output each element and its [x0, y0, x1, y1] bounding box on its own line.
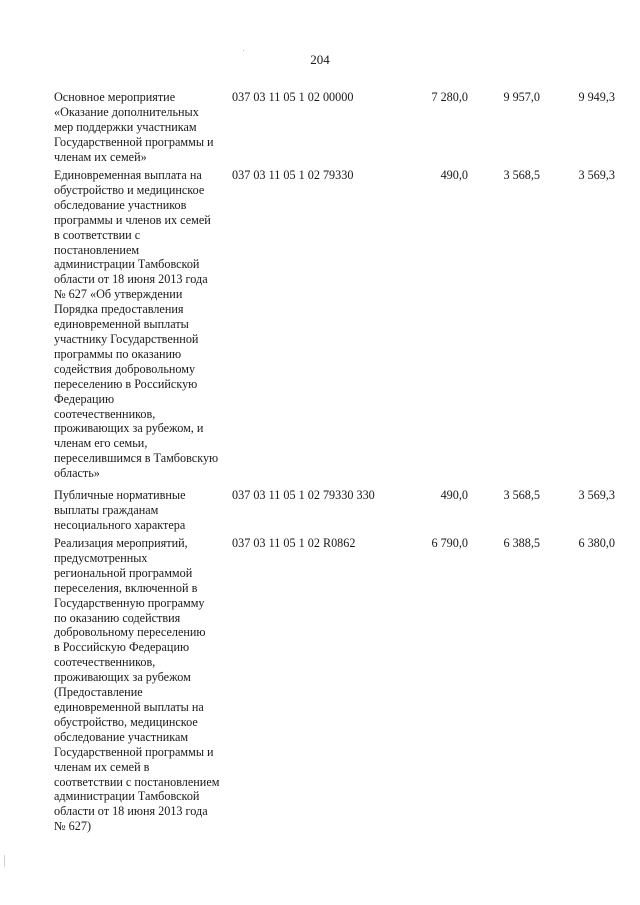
description-line: в Российскую Федерацию — [54, 640, 190, 655]
description-line: проживающих за рубежом, и — [54, 421, 204, 436]
description-line: переселившимся в Тамбовскую — [54, 451, 219, 466]
description-line: (Предоставление — [54, 685, 143, 700]
description-line: единовременной выплаты — [54, 317, 189, 332]
description-line: области от 18 июня 2013 года — [54, 804, 208, 819]
description-line: переселения, включенной в — [54, 580, 198, 595]
amount-column-1: 6 790,0 — [431, 536, 468, 550]
description-line: области от 18 июня 2013 года — [54, 272, 208, 287]
description-line: постановлением — [54, 242, 140, 257]
row-description — [54, 488, 236, 533]
row-description — [54, 536, 236, 834]
amount-column-2: 3 568,5 — [503, 168, 540, 182]
description-line: Публичные нормативные — [54, 488, 186, 502]
description-line: Реализация мероприятий, — [54, 536, 188, 550]
scan-margin-mark — [4, 855, 5, 867]
description-line: № 627) — [54, 819, 92, 834]
description-line: переселению в Российскую — [54, 376, 198, 391]
amount-column-1: 490,0 — [440, 168, 468, 182]
description-line: № 627 «Об утверждении — [54, 287, 183, 302]
description-line: администрации Тамбовской — [54, 257, 200, 272]
description-line: обследование участникам — [54, 729, 189, 744]
amount-column-3: 3 569,3 — [578, 488, 615, 502]
description-line: обустройство и медицинское — [54, 182, 205, 197]
description-line: Государственной программы и — [54, 134, 214, 149]
amount-column-2: 6 388,5 — [503, 536, 540, 550]
description-line: обустройство, медицинское — [54, 714, 198, 729]
description-line: программы и членов их семей — [54, 212, 211, 227]
description-line: соотечественников, — [54, 655, 156, 670]
amount-column-2: 9 957,0 — [503, 90, 540, 104]
budget-classification-code: 037 03 11 05 1 02 00000 — [232, 90, 354, 104]
description-line: «Оказание дополнительных — [54, 104, 199, 119]
amount-column-3: 6 380,0 — [578, 536, 615, 550]
description-line: участнику Государственной — [54, 331, 199, 346]
description-line: Государственной программы и — [54, 744, 214, 759]
description-line: проживающих за рубежом — [54, 670, 191, 685]
description-line: Основное мероприятие — [54, 90, 176, 104]
description-line: соответствии с постановлением — [54, 774, 220, 789]
description-line: Федерацию — [54, 391, 115, 406]
budget-classification-code: 037 03 11 05 1 02 79330 — [232, 168, 354, 182]
description-line: содействия добровольному — [54, 361, 196, 376]
description-line: область» — [54, 466, 100, 481]
description-line: администрации Тамбовской — [54, 789, 200, 804]
amount-column-1: 490,0 — [440, 488, 468, 502]
scan-speck — [243, 50, 244, 51]
description-line: членам их семей в — [54, 759, 150, 774]
description-line: Единовременная выплата на — [54, 168, 202, 182]
description-line: Порядка предоставления — [54, 302, 184, 317]
description-line: обследование участников — [54, 197, 187, 212]
budget-classification-code: 037 03 11 05 1 02 R0862 — [232, 536, 356, 550]
description-line: членам его семьи, — [54, 436, 148, 451]
description-line: предусмотренных — [54, 550, 148, 565]
description-line: добровольному переселению — [54, 625, 206, 640]
row-description — [54, 168, 236, 481]
page-number: 204 — [310, 52, 330, 67]
description-line: в соответствии с — [54, 227, 141, 242]
amount-column-2: 3 568,5 — [503, 488, 540, 502]
description-line: единовременной выплаты на — [54, 699, 204, 714]
description-line: несоциального характера — [54, 517, 186, 532]
description-line: программы по оказанию — [54, 346, 182, 361]
amount-column-1: 7 280,0 — [431, 90, 468, 104]
budget-classification-code: 037 03 11 05 1 02 79330 330 — [232, 488, 375, 502]
row-description — [54, 90, 236, 165]
description-line: Государственную программу — [54, 595, 205, 610]
description-line: региональной программой — [54, 565, 193, 580]
description-line: членам их семей» — [54, 149, 147, 164]
amount-column-3: 3 569,3 — [578, 168, 615, 182]
description-line: по оказанию содействия — [54, 610, 181, 625]
amount-column-3: 9 949,3 — [578, 90, 615, 104]
description-line: мер поддержки участникам — [54, 119, 197, 134]
description-line: выплаты гражданам — [54, 502, 159, 517]
description-line: соотечественников, — [54, 406, 156, 421]
